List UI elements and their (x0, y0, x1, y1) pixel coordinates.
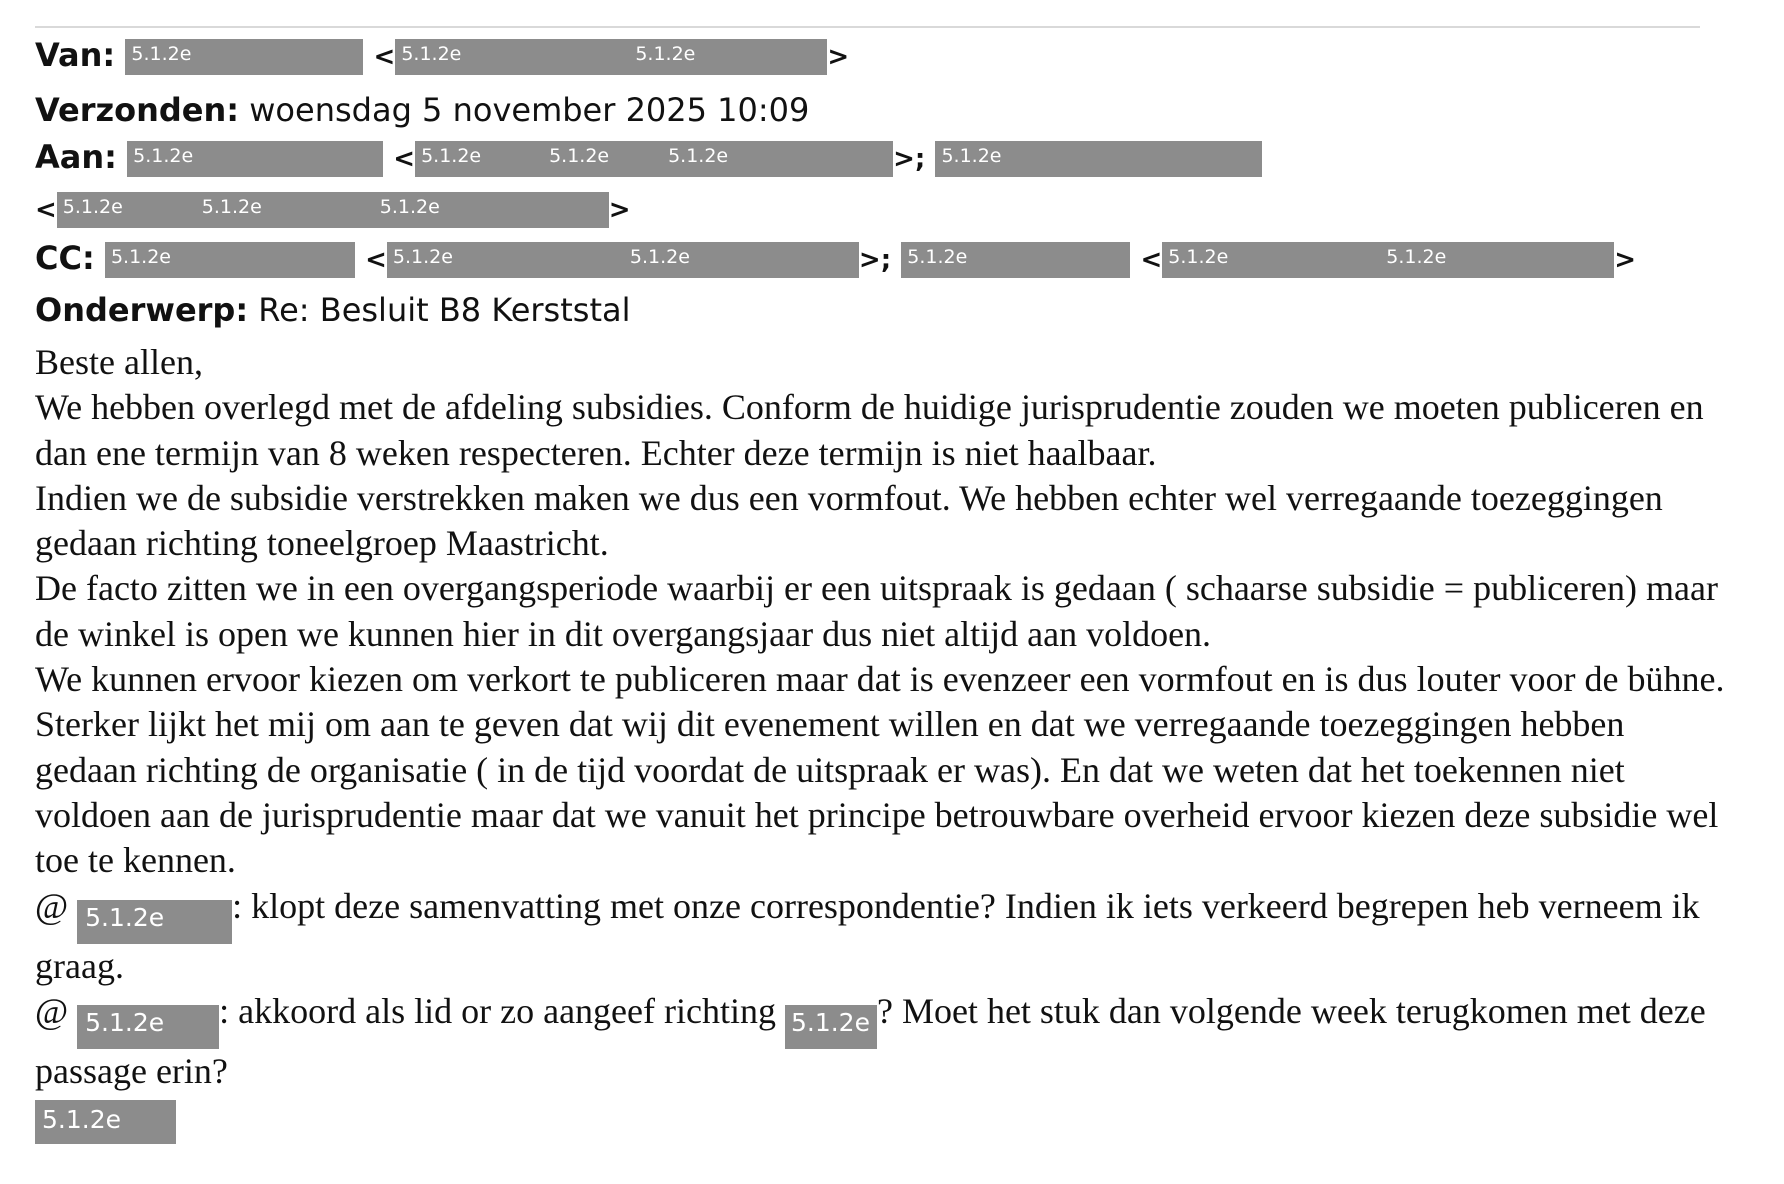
cc-label: CC: (35, 239, 95, 277)
redacted-block: 5.1.2e 5.1.2e 5.1.2e (57, 192, 609, 228)
angle-close: > (1614, 245, 1637, 275)
sent-value: woensdag 5 november 2025 10:09 (249, 91, 810, 129)
paragraph: Sterker lijkt het mij om aan te geven dat wij dit evenement willen en dat we verregaande toezeggingen hebben gedaan richting de organisatie ( in de tijd voordat de uitspraak er was). En dat we weten dat het toekennen niet voldoen aan de jurisprudentie maar dat we vanuit het principe betrouwbare overheid ervoor kiezen deze subsidie wel toe te kennen. (35, 704, 1719, 881)
question-text: : akkoord als lid or zo aangeef richting (219, 990, 776, 1031)
redacted-block: 5.1.2e 5.1.2e (395, 39, 827, 75)
angle-close: > (827, 42, 850, 72)
question-1 (35, 884, 1735, 989)
redacted-block: 5.1.2e 5.1.2e (387, 242, 859, 278)
angle-open: < (373, 42, 396, 72)
paragraph: We kunnen ervoor kiezen om verkort te publiceren maar dat is evenzeer een vormfout en is dus louter voor de bühne. (35, 659, 1725, 700)
redacted-block: 5.1.2e (785, 1005, 877, 1049)
cc-line (35, 238, 1636, 280)
redacted-block: 5.1.2e (935, 141, 1262, 177)
angle-open: < (35, 195, 57, 225)
redacted-block: 5.1.2e 5.1.2e 5.1.2e (415, 141, 893, 177)
from-label: Van: (35, 36, 116, 74)
redacted-block: 5.1.2e (901, 242, 1130, 278)
subject-value: Re: Besluit B8 Kerststal (258, 291, 631, 329)
redacted-block: 5.1.2e (77, 1005, 219, 1049)
sent-label: Verzonden: (35, 91, 240, 129)
question-text: ? Moet het stuk dan volgende week terugkomen met deze passage erin? (35, 990, 1706, 1091)
redacted-block: 5.1.2e (127, 141, 383, 177)
paragraph: De facto zitten we in een overgangsperiode waarbij er een uitspraak is gedaan ( schaarse subsidie = publiceren) maar de winkel is open we kunnen hier in dit overgangsjaar dus niet altijd aan voldoen. (35, 568, 1718, 654)
paragraph: Indien we de subsidie verstrekken maken we dus een vormfout. We hebben echter wel verregaande toezeggingen gedaan richting toneelgroep Maastricht. (35, 477, 1663, 564)
at-sign: @ (35, 990, 69, 1031)
angle-open: < (1140, 245, 1163, 275)
question-2 (35, 989, 1735, 1094)
subject-line (35, 290, 630, 330)
redacted-block: 5.1.2e 5.1.2e (1162, 242, 1614, 278)
redacted-block: 5.1.2e (77, 900, 232, 944)
from-line (35, 35, 849, 77)
to-line (35, 137, 1262, 179)
to-line-continued (35, 188, 631, 230)
top-divider (35, 26, 1700, 28)
separator: >; (893, 144, 926, 174)
redacted-block: 5.1.2e (105, 242, 355, 278)
greeting: Beste allen, (35, 342, 203, 382)
separator: >; (858, 245, 892, 275)
angle-open: < (393, 144, 416, 174)
sent-line (35, 90, 809, 130)
paragraph: We hebben overlegd met de afdeling subsidies. Conform de huidige jurisprudentie zouden we moeten publiceren en dan ene termijn van 8 weken respecteren. Echter deze termijn is niet haalbaar. (35, 387, 1704, 473)
redacted-block: 5.1.2e (125, 39, 363, 75)
angle-close: > (608, 195, 631, 225)
subject-label: Onderwerp: (35, 291, 249, 329)
question-text: : klopt deze samenvatting met onze correspondentie? Indien ik iets verkeerd begrepen heb verneem ik graag. (35, 885, 1700, 986)
signature (35, 1094, 1735, 1144)
at-sign: @ (35, 885, 69, 926)
to-label: Aan: (35, 138, 117, 176)
angle-open: < (365, 245, 387, 275)
redacted-signature: 5.1.2e (35, 1100, 176, 1144)
email-body (35, 340, 1735, 1144)
